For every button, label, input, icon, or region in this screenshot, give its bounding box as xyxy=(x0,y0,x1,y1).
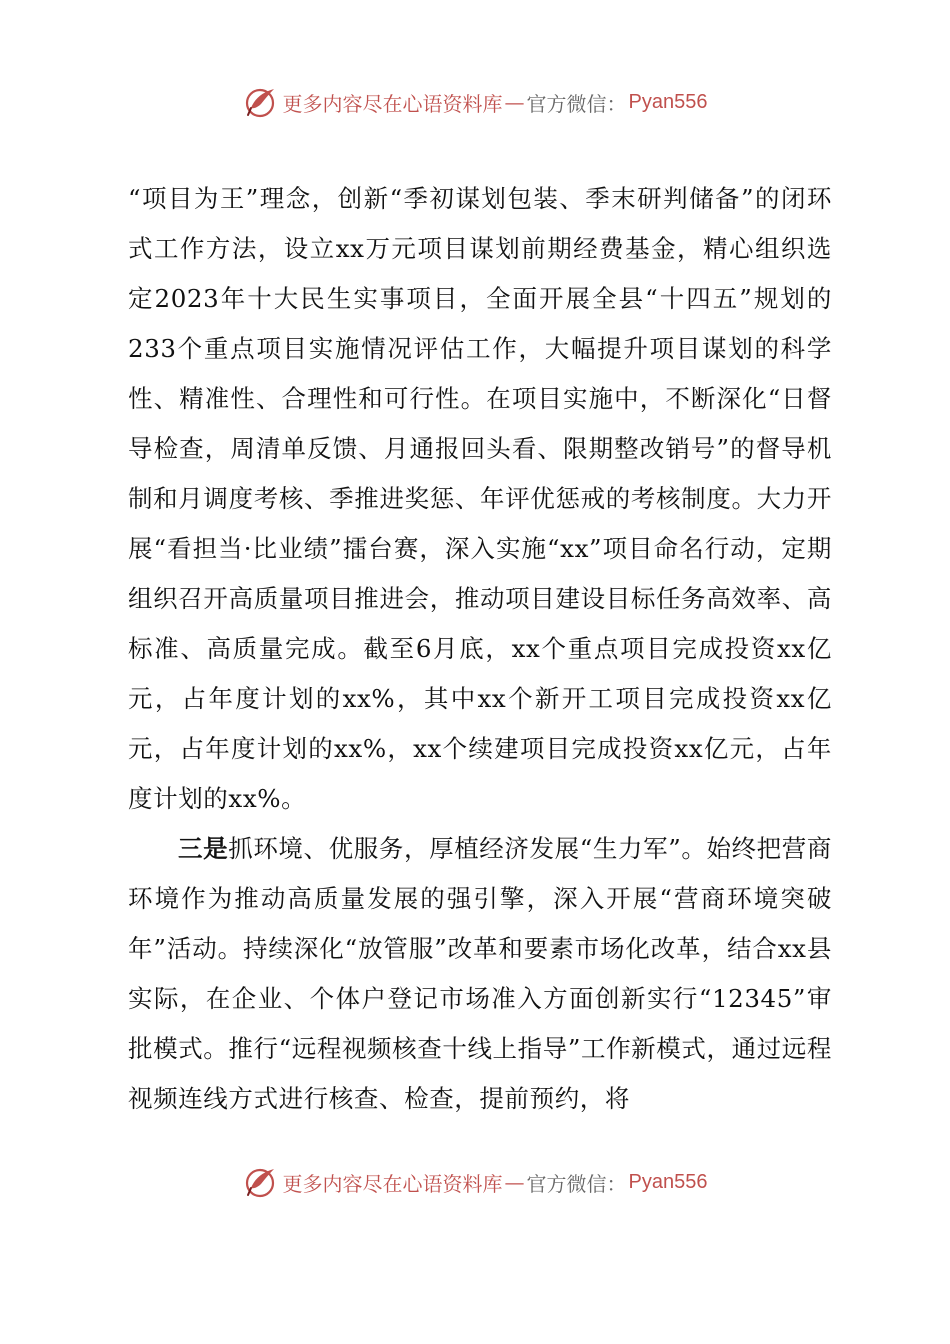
banner-dash: — xyxy=(504,1170,525,1194)
banner-slogan: 更多内容尽在心语资料库 xyxy=(282,1171,503,1196)
body-paragraph-section-three xyxy=(128,824,832,1124)
footer-banner xyxy=(0,1162,950,1202)
banner-dash: — xyxy=(504,90,525,114)
quill-logo-icon xyxy=(243,1164,279,1200)
banner-wechat-id: Pyan556 xyxy=(628,90,708,113)
paragraph-lead: 三是 xyxy=(178,834,229,863)
document-body xyxy=(128,174,832,1124)
paragraph-text: 抓环境、优服务，厚植经济发展“生力军”。始终把营商环境作为推动高质量发展的强引擎，深入开展“营商环境突破年”活动。持续深化“放管服”改革和要素市场化改革，结合xx县实际，在企业、个体户登记市场准入方面创新实行“12345”审批模式。推行“远程视频核查十线上指导”工作新模式，通过远程视频连线方式进行核查、检查，提前预约，将 xyxy=(128,834,832,1113)
body-paragraph: “项目为王”理念，创新“季初谋划包装、季末研判储备”的闭环式工作方法，设立xx万元项目谋划前期经费基金，精心组织选定2023年十大民生实事项目，全面开展全县“十四五”规划的233个重点项目实施情况评估工作，大幅提升项目谋划的科学性、精准性、合理性和可行性。在项目实施中，不断深化“日督导检查，周清单反馈、月通报回头看、限期整改销号”的督导机制和月调度考核、季推进奖惩、年评优惩戒的考核制度。大力开展“看担当·比业绩”擂台赛，深入实施“xx”项目命名行动，定期组织召开高质量项目推进会，推动项目建设目标任务高效率、高标准、高质量完成。截至6月底，xx个重点项目完成投资xx亿元，占年度计划的xx%，其中xx个新开工项目完成投资xx亿元，占年度计划的xx%，xx个续建项目完成投资xx亿元，占年度计划的xx%。 xyxy=(128,184,832,813)
header-banner xyxy=(0,82,950,122)
banner-official-label: 官方微信： xyxy=(526,1171,627,1196)
banner-official-label: 官方微信： xyxy=(526,91,627,116)
quill-logo-icon xyxy=(243,84,279,120)
banner-wechat-id: Pyan556 xyxy=(628,1170,708,1193)
banner-slogan: 更多内容尽在心语资料库 xyxy=(282,91,503,116)
